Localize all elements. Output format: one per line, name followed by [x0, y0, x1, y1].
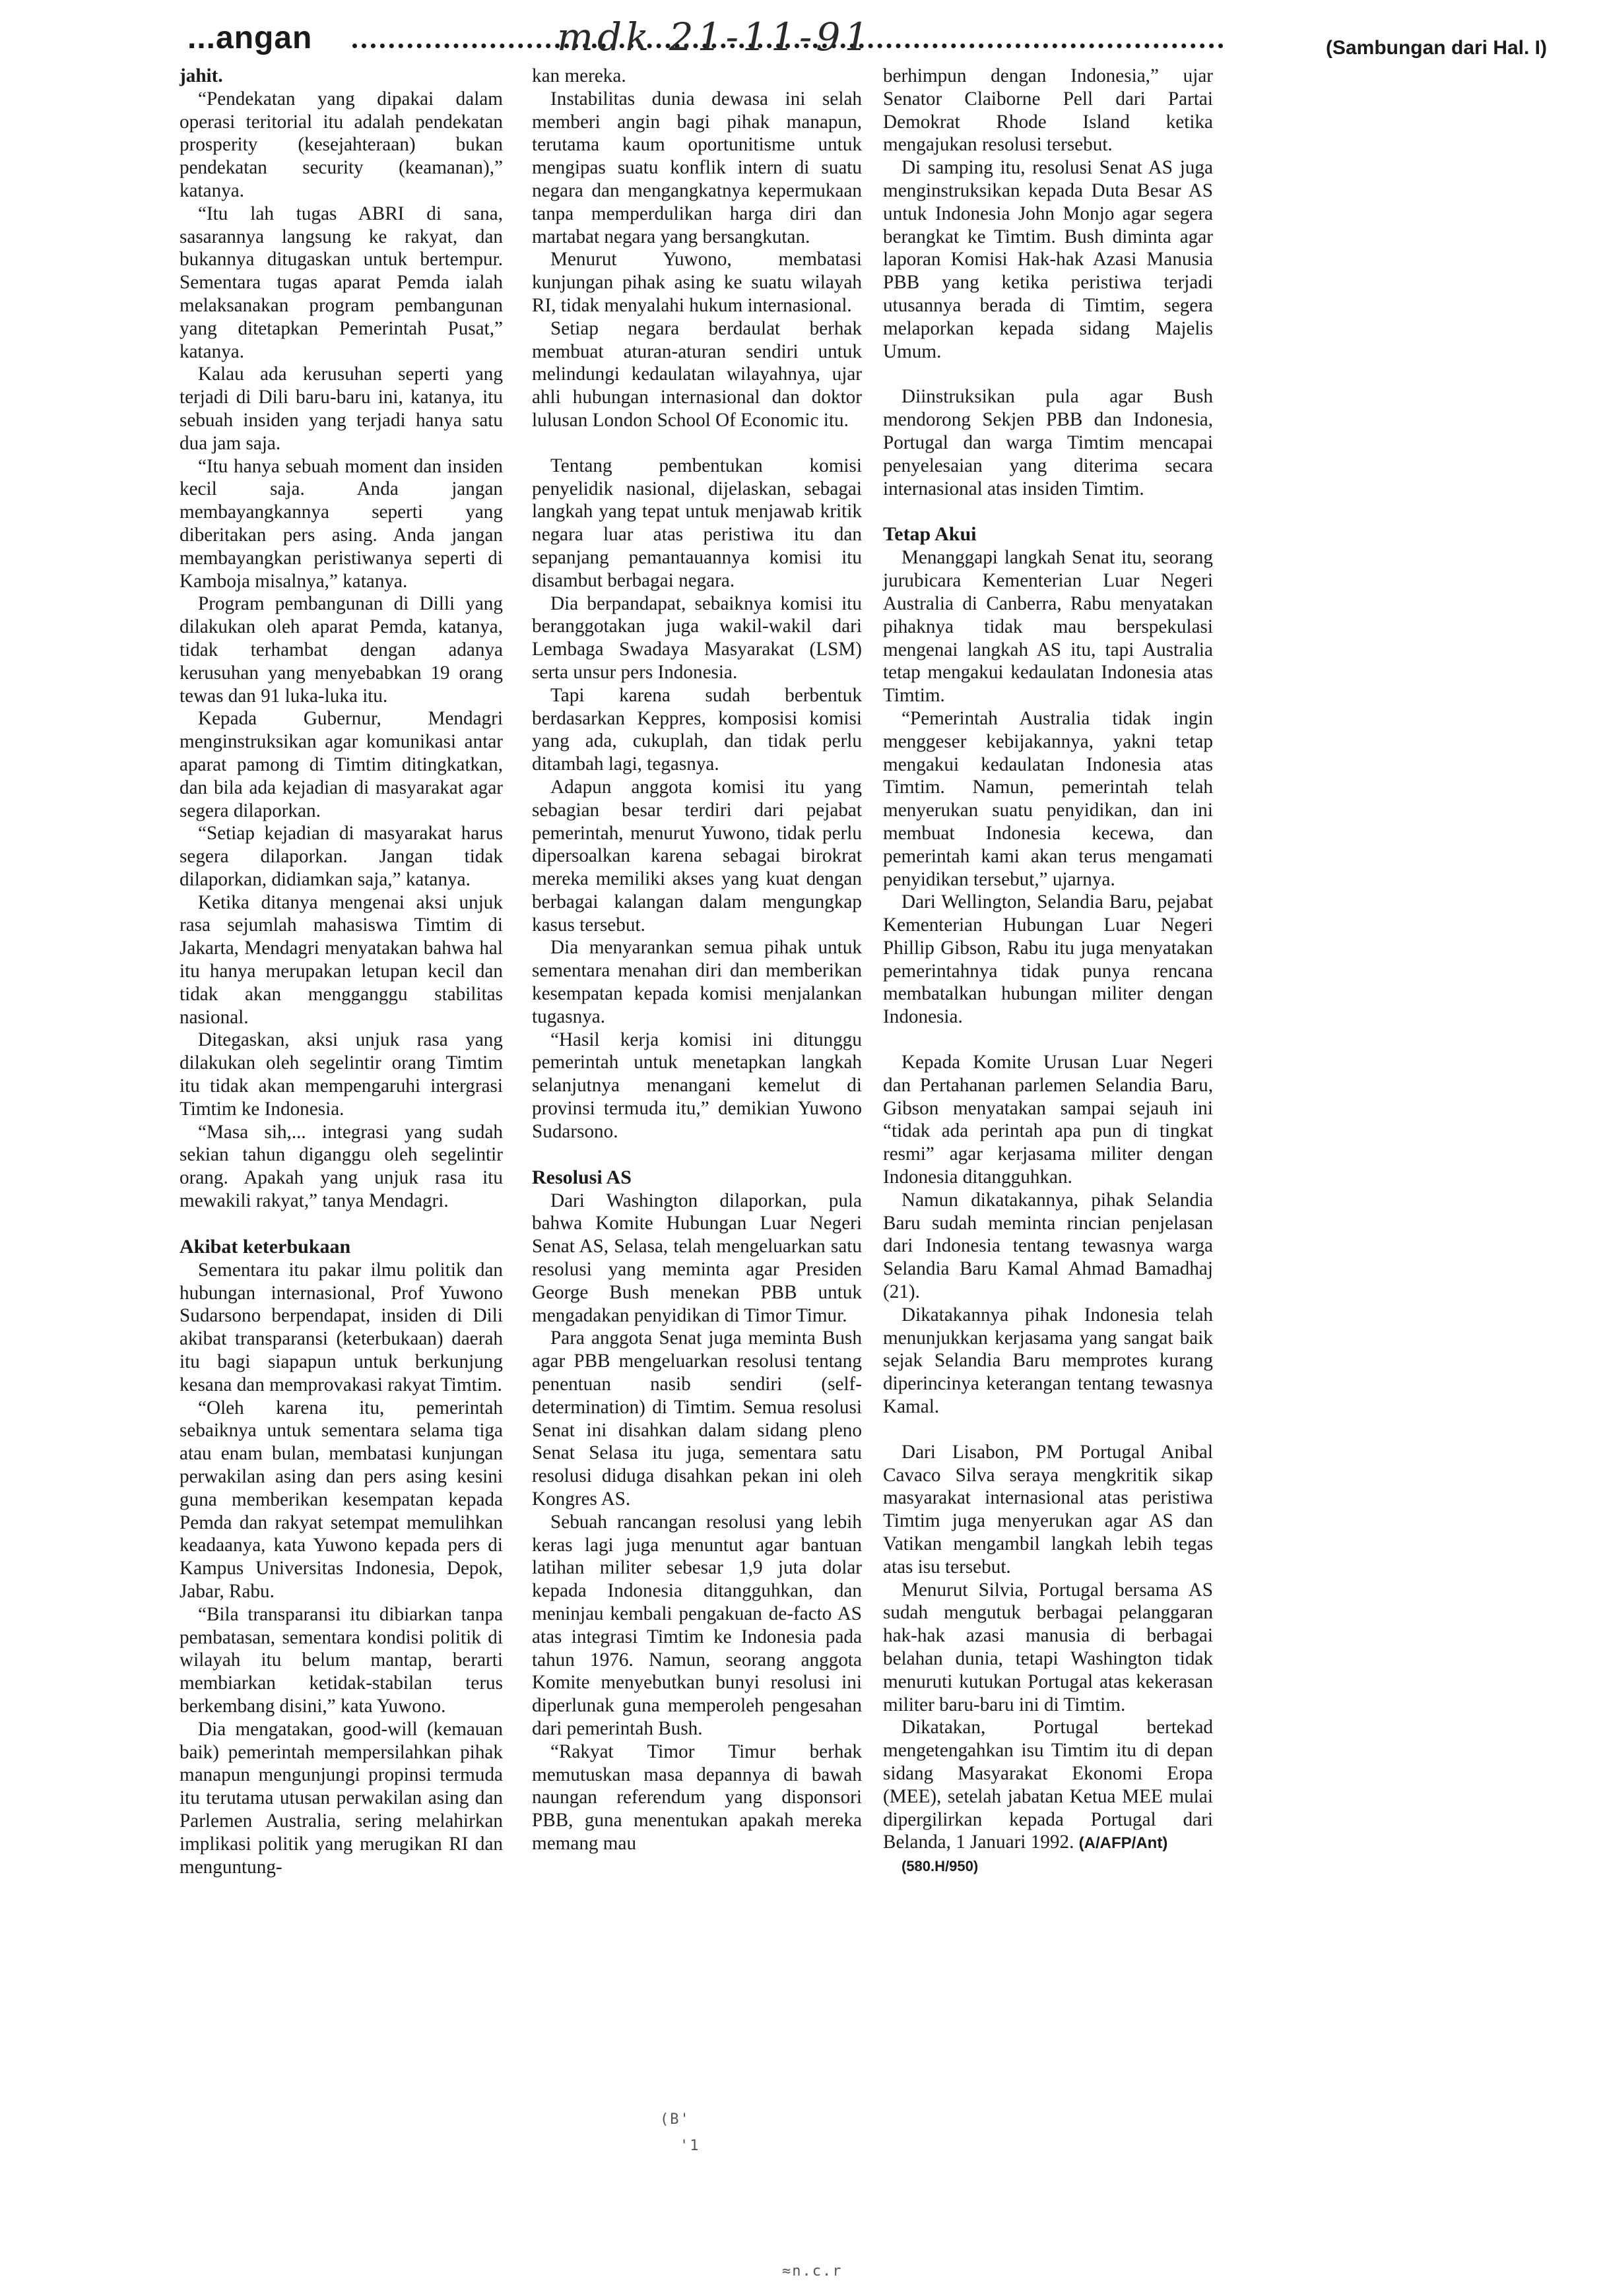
paragraph: “Masa sih,... integrasi yang sudah sekian tahun diganggu oleh segelintir orang. Apakah yang unjuk rasa itu mewakili rakyat,” tanya Mendagri. [180, 1121, 503, 1212]
paragraph: “Rakyat Timor Timur berhak memutuskan masa depannya di bawah naungan referendum yang disponsori PBB, guna menentukan apakah mereka memang mau [532, 1740, 862, 1854]
article-column-2 [532, 65, 862, 1855]
paragraph: “Hasil kerja komisi ini ditunggu pemerintah untuk menetapkan langkah selanjutnya menangani kemelut di provinsi termuda itu,” demikian Yuwono Sudarsono. [532, 1029, 862, 1142]
paragraph: Sementara itu pakar ilmu politik dan hubungan internasional, Prof Yuwono Sudarsono berpendapat, insiden di Dili akibat transparansi (keterbukaan) daerah itu bagi siapapun untuk berkunjung kesana dan memprovakasi rakyat Timtim. [180, 1259, 503, 1395]
paragraph: Namun dikatakannya, pihak Selandia Baru sudah meminta rincian penjelasan dari Indonesia tentang tewasnya warga Selandia Baru Kamal Ahmad Bamadhaj (21). [883, 1189, 1213, 1303]
paragraph: Tapi karena sudah berbentuk berdasarkan Keppres, komposisi komisi yang ada, cukuplah, dan tidak perlu ditambah lagi, tegasnya. [532, 684, 862, 775]
paragraph: jahit. [180, 65, 223, 86]
paragraph: “Bila transparansi itu dibiarkan tanpa pembatasan, sementara kondisi politik di wilayah itu belum mantap, berarti membiarkan ketidak-stabilan terus berkembang disini,” kata Yuwono. [180, 1603, 503, 1717]
paragraph: Dari Wellington, Selandia Baru, pejabat Kementerian Hubungan Luar Negeri Phillip Gibson, Rabu itu juga menyatakan pemerintahnya tidak punya rencana membatalkan hubungan militer dengan Indonesia. [883, 891, 1213, 1028]
paragraph: Setiap negara berdaulat berhak membuat aturan-aturan sendiri untuk melindungi kedaulatan wilayahnya, ujar ahli hubungan internasional dan doktor lulusan London School Of Economic itu. [532, 317, 862, 431]
paragraph: “Itu lah tugas ABRI di sana, sasarannya langsung ke rakyat, dan bukannya ditugaskan untuk bertempur. Sementara tugas aparat Pemda ialah melaksanakan program pembangunan yang ditetapkan Pemerintah Pusat,” katanya. [180, 203, 503, 362]
paragraph: Tentang pembentukan komisi penyelidik nasional, dijelaskan, sebagai langkah yang tepat untuk menjawab kritik negara luar atas peristiwa itu dan sepanjang pemantauannya komisi itu disambut berbagai negara. [532, 455, 862, 591]
paragraph: Di samping itu, resolusi Senat AS juga menginstruksikan kepada Duta Besar AS untuk Indonesia John Monjo agar segera berangkat ke Timtim. Bush diminta agar laporan Komisi Hak-hak Azasi Manusia PBB yang ketika peristiwa terjadi utusannya berada di Timtim, segera melaporkan kepada sidang Majelis Umum. [883, 157, 1213, 362]
page-header [187, 15, 1547, 65]
scan-mark: (B' [660, 2111, 690, 2128]
article-code: (580.H/950) [901, 1858, 979, 1875]
paragraph: Dari Lisabon, PM Portugal Anibal Cavaco Silva seraya mengkritik sikap masyarakat internasional atas peristiwa Timtim juga menyerukan agar AS dan Vatikan mengambil langkah lebih tegas atas isu tersebut. [883, 1441, 1213, 1578]
paragraph: Adapun anggota komisi itu yang sebagian besar terdiri dari pejabat pemerintah, menurut Yuwono, tidak perlu dipersoalkan karena sebagai birokrat mereka memiliki akses yang kuat dengan berbagai kalangan dalam mengungkap kasus tersebut. [532, 776, 862, 936]
paragraph: “Pemerintah Australia tidak ingin menggeser kebijakannya, yakni tetap mengakui kedaulatan Indonesia atas Timtim. Namun, pemerintah telah menyerukan suatu penyidikan, dan ini membuat Indonesia kecewa, dan pemerintah kami akan terus mengamati penyidikan tersebut,” ujarnya. [883, 707, 1213, 890]
paragraph: Instabilitas dunia dewasa ini selah memberi angin bagi pihak manapun, terutama kaum oportunitisme untuk mengipas suatu konflik intern di suatu negara dan mengangkatnya kepermukaan tanpa memperdulikan harga diri dan martabat negara yang bersangkutan. [532, 88, 862, 247]
handwritten-note: mdk 21-11-91 [557, 15, 873, 59]
paragraph: kan mereka. [532, 65, 626, 86]
paragraph: Ditegaskan, aksi unjuk rasa yang dilakukan oleh segelintir orang Timtim itu tidak akan mempengaruhi intergrasi Timtim ke Indonesia. [180, 1029, 503, 1120]
paragraph: Ketika ditanya mengenai aksi unjuk rasa sejumlah mahasiswa Timtim di Jakarta, Mendagri menyatakan bahwa hal itu hanya merupakan letupan kecil dan tidak akan mengganggu stabilitas nasional. [180, 891, 503, 1028]
scan-mark: '1 [680, 2138, 700, 2154]
paragraph: Menurut Silvia, Portugal bersama AS sudah mengutuk berbagai pelanggaran hak-hak azasi manusia di berbagai belahan dunia, tetapi Washington tidak menuruti kutukan Portugal atas kekerasan militer baru-baru ini di Timtim. [883, 1579, 1213, 1715]
paragraph: Dia menyarankan semua pihak untuk sementara menahan diri dan memberikan kesempatan kepada komisi menjalankan tugasnya. [532, 937, 862, 1027]
paragraph: Para anggota Senat juga meminta Bush agar PBB mengeluarkan resolusi tentang penentuan nasib sendiri (self-determination) di Timtim. Semua resolusi Senat ini disahkan dalam sidang pleno Senat Selasa itu juga, sementara satu resolusi diduga disahkan pekan ini oleh Kongres AS. [532, 1327, 862, 1510]
scan-mark: ≈n.c.r [782, 2263, 843, 2280]
subheading: Resolusi AS [532, 1166, 632, 1188]
article-column-3 [883, 65, 1213, 1878]
header-title: ...angan [187, 20, 313, 55]
paragraph: Dari Washington dilaporkan, pula bahwa Komite Hubungan Luar Negeri Senat AS, Selasa, telah mengeluarkan satu resolusi yang meminta agar Presiden George Bush menekan PBB untuk mengadakan penyidikan di Timor Timur. [532, 1190, 862, 1326]
paragraph: “Itu hanya sebuah moment dan insiden kecil saja. Anda jangan membayangkannya seperti yang diberitakan pers asing. Anda jangan membayangkan peristiwanya seperti di Kamboja misalnya,” katanya. [180, 455, 503, 592]
paragraph: Menanggapi langkah Senat itu, seorang jurubicara Kementerian Luar Negeri Australia di Canberra, Rabu menyatakan pihaknya tidak mau berspekulasi mengenai langkah AS itu, tapi Australia tetap mengakui kedaulatan Indonesia atas Timtim. [883, 547, 1213, 707]
news-agency-credit: (A/AFP/Ant) [1078, 1834, 1168, 1853]
subheading: Akibat keterbukaan [180, 1235, 351, 1258]
paragraph: Diinstruksikan pula agar Bush mendorong Sekjen PBB dan Indonesia, Portugal dan warga Timtim mencapai penyelesaian yang diterima secara internasional atas insiden Timtim. [883, 386, 1213, 499]
subheading: Tetap Akui [883, 523, 977, 546]
paragraph: Dikatakannya pihak Indonesia telah menunjukkan kerjasama yang sangat baik sejak Selandia Baru memprotes kurang diperincinya keterangan tentang tewasnya Kamal. [883, 1304, 1213, 1418]
paragraph: Sebuah rancangan resolusi yang lebih keras lagi juga menuntut agar bantuan latihan militer sebesar 1,9 juta dolar kepada Indonesia ditangguhkan, dan meninjau kembali pengakuan de-facto AS atas integrasi Timtim ke Indonesia pada tahun 1976. Namun, seorang anggota Komite menyebutkan bunyi resolusi ini diperlunak guna memperoleh pengesahan dari pemerintah Bush. [532, 1511, 862, 1739]
paragraph: Dia berpandapat, sebaiknya komisi itu beranggotakan juga wakil-wakil dari Lembaga Swadaya Masyarakat (LSM) serta unsur pers Indonesia. [532, 592, 862, 683]
paragraph: berhimpun dengan Indonesia,” ujar Senator Claiborne Pell dari Partai Demokrat Rhode Island ketika mengajukan resolusi tersebut. [883, 65, 1213, 156]
paragraph: Kalau ada kerusuhan seperti yang terjadi di Dili baru-baru ini, katanya, itu sebuah insiden yang terjadi hanya satu dua jam saja. [180, 364, 503, 454]
article-column-1 [180, 65, 503, 1878]
paragraph: “Oleh karena itu, pemerintah sebaiknya untuk sementara selama tiga atau enam bulan, membatasi kunjungan perwakilan asing dan pers asing kesini guna memberikan kesempatan kepada Pemda dan rakyat setempat memulihkan keadaanya, kata Yuwono kepada pers di Kampus Universitas Indonesia, Depok, Jabar, Rabu. [180, 1397, 503, 1602]
paragraph [883, 1716, 1213, 1878]
paragraph-text: Dikatakan, Portugal bertekad mengetengahkan isu Timtim itu di depan sidang Masyarakat Ekonomi Eropa (MEE), setelah jabatan Ketua MEE mulai dipergilirkan kepada Portugal dari Belanda, 1 Januari 1992. [883, 1717, 1213, 1853]
header-continuation: (Sambungan dari Hal. I) [1325, 37, 1547, 59]
paragraph: Menurut Yuwono, membatasi kunjungan pihak asing ke suatu wilayah RI, tidak menyalahi hukum internasional. [532, 249, 862, 316]
paragraph: Dia mengatakan, good-will (kemauan baik) pemerintah mempersilahkan pihak manapun mengunjungi propinsi termuda itu terutama utusan perwakilan asing dan Parlemen Australia, sering melahirkan implikasi politik yang merugikan RI dan menguntung- [180, 1718, 503, 1878]
paragraph: “Pendekatan yang dipakai dalam operasi teritorial itu adalah pendekatan prosperity (kesejahteraan) bukan pendekatan security (keamanan),” katanya. [180, 88, 503, 201]
paragraph: Kepada Komite Urusan Luar Negeri dan Pertahanan parlemen Selandia Baru, Gibson menyatakan sampai sejauh ini “tidak ada perintah apa pun di tingkat resmi” agar kerjasama militer dengan Indonesia ditangguhkan. [883, 1052, 1213, 1188]
paragraph: “Setiap kejadian di masyarakat harus segera dilaporkan. Jangan tidak dilaporkan, didiamkan saja,” katanya. [180, 823, 503, 890]
paragraph: Program pembangunan di Dilli yang dilakukan oleh aparat Pemda, katanya, tidak terhambat dengan adanya kerusuhan yang menyebabkan 19 orang tewas dan 91 luka-luka itu. [180, 593, 503, 707]
paragraph: Kepada Gubernur, Mendagri menginstruksikan agar komunikasi antar aparat pamong di Timtim ditingkatkan, dan bila ada kejadian di masyarakat agar segera dilaporkan. [180, 708, 503, 821]
